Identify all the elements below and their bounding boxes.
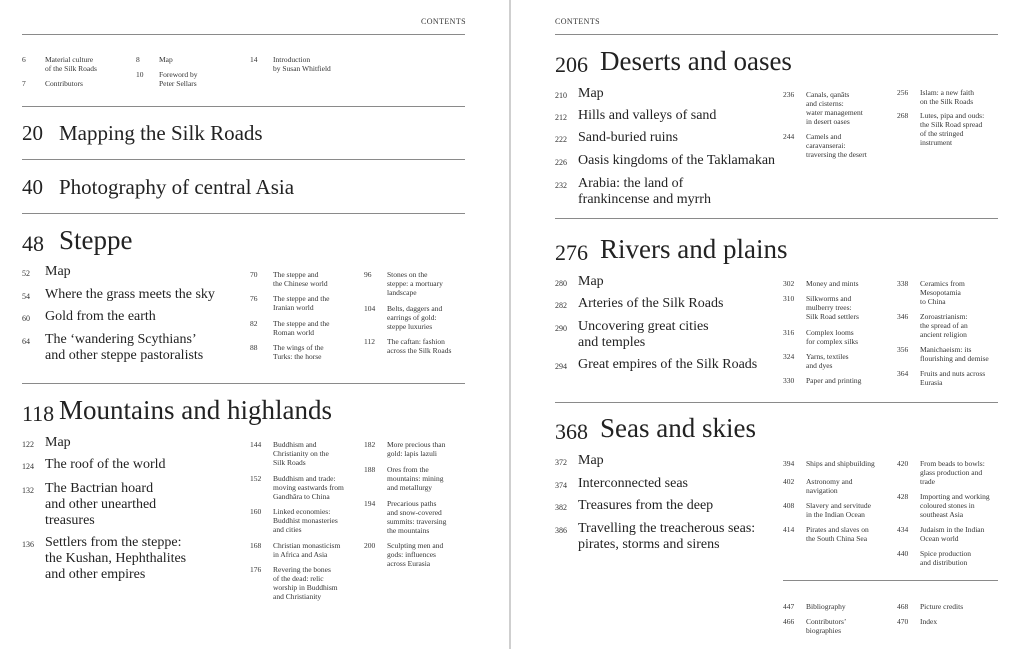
toc-page-number: 96: [364, 270, 372, 279]
toc-entry[interactable]: Contributors’ biographies: [806, 617, 847, 635]
toc-entry[interactable]: Index: [920, 617, 938, 626]
chapter-page-number: 206: [555, 52, 588, 77]
toc-page-number: 324: [783, 352, 795, 361]
toc-page-number: 160: [250, 507, 262, 516]
toc-entry[interactable]: Sand-buried ruins: [578, 130, 678, 145]
toc-page-number: 244: [783, 132, 795, 141]
toc-entry[interactable]: Arabia: the land of frankincense and myrrh: [578, 176, 711, 207]
toc-page-number: 6: [22, 55, 26, 64]
toc-page-number: 104: [364, 304, 376, 313]
toc-page-number: 144: [250, 440, 262, 449]
toc-page-number: 282: [555, 301, 567, 310]
toc-entry[interactable]: Map: [45, 264, 71, 279]
toc-entry[interactable]: Where the grass meets the sky: [45, 287, 215, 302]
part-title[interactable]: Photography of central Asia: [59, 175, 295, 199]
toc-entry[interactable]: Gold from the earth: [45, 309, 156, 324]
toc-page-number: 420: [897, 459, 909, 468]
toc-entry[interactable]: Buddhism and Christianity on the Silk Roads: [273, 440, 329, 467]
toc-entry[interactable]: Complex looms for complex silks: [806, 328, 859, 346]
toc-entry[interactable]: Map: [578, 453, 604, 468]
toc-page-number: 88: [250, 343, 258, 352]
toc-entry[interactable]: Sculpting men and gods: influences across Eurasia: [387, 541, 444, 568]
toc-page-number: 394: [783, 459, 795, 468]
toc-page-number: 466: [783, 617, 795, 626]
toc-entry[interactable]: Foreword by Peter Sellars: [159, 70, 198, 88]
toc-entry[interactable]: Picture credits: [920, 602, 964, 611]
toc-entry[interactable]: Islam: a new faith on the Silk Roads: [920, 88, 974, 106]
toc-page-number: 468: [897, 602, 909, 611]
toc-entry[interactable]: The Bactrian hoard and other unearthed treasures: [45, 481, 157, 528]
rule: [22, 159, 465, 160]
rule: [22, 34, 465, 35]
toc-page-number: 434: [897, 525, 909, 534]
toc-page-number: 10: [136, 70, 144, 79]
toc-entry[interactable]: Ores from the mountains: mining and metallurgy: [387, 465, 444, 492]
chapter-title[interactable]: Deserts and oases: [600, 46, 792, 76]
toc-entry[interactable]: Interconnected seas: [578, 476, 688, 491]
toc-entry[interactable]: Slavery and servitude in the Indian Ocean: [806, 501, 871, 519]
toc-entry[interactable]: Stones on the steppe: a mortuary landscape: [387, 270, 443, 297]
toc-entry[interactable]: The roof of the world: [45, 457, 166, 472]
toc-page-number: 124: [22, 462, 34, 471]
toc-page-number: 364: [897, 369, 909, 378]
toc-entry[interactable]: Introduction by Susan Whitfield: [273, 55, 331, 73]
toc-page-number: 302: [783, 279, 795, 288]
toc-entry[interactable]: Buddhism and trade: moving eastwards from Gandhāra to China: [273, 474, 344, 501]
part-title[interactable]: Mapping the Silk Roads: [59, 121, 263, 145]
chapter-page-number: 368: [555, 419, 588, 444]
toc-entry[interactable]: Uncovering great cities and temples: [578, 319, 709, 350]
toc-entry[interactable]: Camels and caravanserai: traversing the desert: [806, 132, 867, 159]
toc-page-number: 52: [22, 269, 30, 278]
toc-entry[interactable]: Importing and working coloured stones in southeast Asia: [920, 492, 990, 519]
toc-entry[interactable]: Hills and valleys of sand: [578, 108, 717, 123]
toc-entry[interactable]: Map: [159, 55, 173, 64]
toc-page-number: 168: [250, 541, 262, 550]
toc-entry[interactable]: Map: [45, 435, 71, 450]
rule: [783, 580, 998, 581]
chapter-title[interactable]: Steppe: [59, 225, 133, 255]
toc-page-number: 182: [364, 440, 376, 449]
toc-page-number: 76: [250, 294, 258, 303]
toc-entry[interactable]: Map: [578, 86, 604, 101]
toc-page-number: 372: [555, 458, 567, 467]
toc-entry[interactable]: Map: [578, 274, 604, 289]
toc-entry[interactable]: The steppe and the Roman world: [273, 319, 330, 337]
toc-entry[interactable]: Ceramics from Mesopotamia to China: [920, 279, 965, 306]
toc-page-number: 236: [783, 90, 795, 99]
toc-entry[interactable]: Linked economies: Buddhist monasteries and cities: [273, 507, 338, 534]
toc-page-number: 112: [364, 337, 375, 346]
toc-page-number: 226: [555, 158, 567, 167]
toc-page-number: 382: [555, 503, 567, 512]
toc-entry[interactable]: Zoroastrianism: the spread of an ancient religion: [920, 312, 968, 339]
toc-page-number: 60: [22, 314, 30, 323]
toc-page-number: 374: [555, 481, 567, 490]
toc-page-number: 122: [22, 440, 34, 449]
rule: [22, 106, 465, 107]
toc-page-number: 408: [783, 501, 795, 510]
toc-entry[interactable]: Treasures from the deep: [578, 498, 714, 513]
toc-page-number: 280: [555, 279, 567, 288]
chapter-title[interactable]: Rivers and plains: [600, 234, 788, 264]
toc-page-number: 14: [250, 55, 258, 64]
toc-page-number: 54: [22, 292, 30, 301]
running-head: CONTENTS: [421, 17, 466, 26]
toc-page-number: 386: [555, 526, 567, 535]
toc-entry[interactable]: The caftan: fashion across the Silk Roads: [387, 337, 452, 355]
toc-entry[interactable]: Great empires of the Silk Roads: [578, 357, 758, 372]
toc-page-number: 70: [250, 270, 258, 279]
toc-entry[interactable]: Bibliography: [806, 602, 846, 611]
toc-entry[interactable]: Judaism in the Indian Ocean world: [920, 525, 985, 543]
toc-page-number: 447: [783, 602, 795, 611]
toc-page-number: 212: [555, 113, 567, 122]
rule: [555, 218, 998, 219]
toc-entry[interactable]: Travelling the treacherous seas: pirates, storms and sirens: [578, 521, 756, 552]
toc-page-number: 152: [250, 474, 262, 483]
toc-entry[interactable]: Yarns, textiles and dyes: [806, 352, 849, 370]
left-page: [0, 0, 509, 649]
toc-page-number: 470: [897, 617, 909, 626]
toc-page-number: 194: [364, 499, 376, 508]
toc-page-number: 200: [364, 541, 376, 550]
toc-page-number: 290: [555, 324, 567, 333]
toc-entry[interactable]: Christian monasticism in Africa and Asia: [273, 541, 341, 559]
toc-entry[interactable]: Material culture of the Silk Roads: [45, 55, 97, 73]
toc-entry[interactable]: The ‘wandering Scythians’ and other steppe pastoralists: [45, 332, 204, 363]
toc-page-number: 256: [897, 88, 909, 97]
right-page: [511, 0, 1020, 649]
toc-page-number: 188: [364, 465, 376, 474]
toc-page-number: 222: [555, 135, 567, 144]
toc-page-number: 428: [897, 492, 909, 501]
rule: [555, 402, 998, 403]
toc-page-number: 232: [555, 181, 567, 190]
toc-page-number: 316: [783, 328, 795, 337]
chapter-title[interactable]: Seas and skies: [600, 413, 756, 443]
toc-page-number: 402: [783, 477, 795, 486]
toc-page-number: 356: [897, 345, 909, 354]
toc-entry[interactable]: The steppe and the Iranian world: [273, 294, 330, 312]
toc-page-number: 294: [555, 362, 567, 371]
toc-entry[interactable]: Fruits and nuts across Eurasia: [920, 369, 986, 387]
chapter-page-number: 276: [555, 240, 588, 265]
chapter-title[interactable]: Mountains and highlands: [59, 395, 332, 425]
toc-entry[interactable]: Spice production and distribution: [920, 549, 972, 567]
rule: [555, 34, 998, 35]
toc-entry[interactable]: Canals, qanāts and cisterns: water management in desert oases: [806, 90, 863, 126]
toc-page-number: 8: [136, 55, 140, 64]
toc-entry[interactable]: The steppe and the Chinese world: [273, 270, 328, 288]
toc-page-number: 7: [22, 79, 26, 88]
toc-entry[interactable]: Paper and printing: [806, 376, 862, 385]
toc-page-number: 64: [22, 337, 30, 346]
toc-entry[interactable]: Astronomy and navigation: [806, 477, 853, 495]
toc-page-number: 176: [250, 565, 262, 574]
rule: [22, 213, 465, 214]
toc-page-number: 132: [22, 486, 34, 495]
running-head: CONTENTS: [555, 17, 600, 26]
toc-entry[interactable]: The wings of the Turks: the horse: [273, 343, 324, 361]
rule: [22, 383, 465, 384]
toc-entry[interactable]: Money and mints: [806, 279, 859, 288]
toc-entry[interactable]: Pirates and slaves on the South China Sea: [806, 525, 869, 543]
toc-entry[interactable]: Oasis kingdoms of the Taklamakan: [578, 153, 776, 168]
toc-page-number: 414: [783, 525, 795, 534]
toc-entry[interactable]: Silkworms and mulberry trees: Silk Road settlers: [806, 294, 859, 321]
toc-entry[interactable]: More precious than gold: lapis lazuli: [387, 440, 446, 458]
toc-entry[interactable]: Revering the bones of the dead: relic worship in Buddhism and Christianity: [273, 565, 338, 601]
toc-entry[interactable]: Arteries of the Silk Roads: [578, 296, 724, 311]
toc-page-number: 440: [897, 549, 909, 558]
toc-entry[interactable]: Manichaeism: its flourishing and demise: [920, 345, 989, 363]
toc-entry[interactable]: Precarious paths and snow-covered summits: traversing the mountains: [387, 499, 447, 535]
toc-page-number: 268: [897, 111, 909, 120]
toc-entry[interactable]: Lutes, pipa and ouds: the Silk Road spread of the stringed instrument: [920, 111, 985, 147]
toc-page-number: 82: [250, 319, 258, 328]
toc-entry[interactable]: Ships and shipbuilding: [806, 459, 875, 468]
chapter-page-number: 48: [22, 231, 44, 256]
chapter-page-number: 118: [22, 401, 55, 426]
toc-page-number: 136: [22, 540, 34, 549]
toc-page-number: 346: [897, 312, 909, 321]
toc-page-number: 210: [555, 91, 567, 100]
part-page-number: 20: [22, 121, 43, 145]
toc-entry[interactable]: Belts, daggers and earrings of gold: steppe luxuries: [387, 304, 443, 331]
toc-page-number: 310: [783, 294, 795, 303]
toc-page-number: 330: [783, 376, 795, 385]
toc-entry[interactable]: From beads to bowls: glass production and trade: [920, 459, 985, 486]
toc-entry[interactable]: Settlers from the steppe: the Kushan, Hephthalites and other empires: [45, 535, 187, 582]
part-page-number: 40: [22, 175, 43, 199]
toc-entry[interactable]: Contributors: [45, 79, 83, 88]
toc-page-number: 338: [897, 279, 909, 288]
